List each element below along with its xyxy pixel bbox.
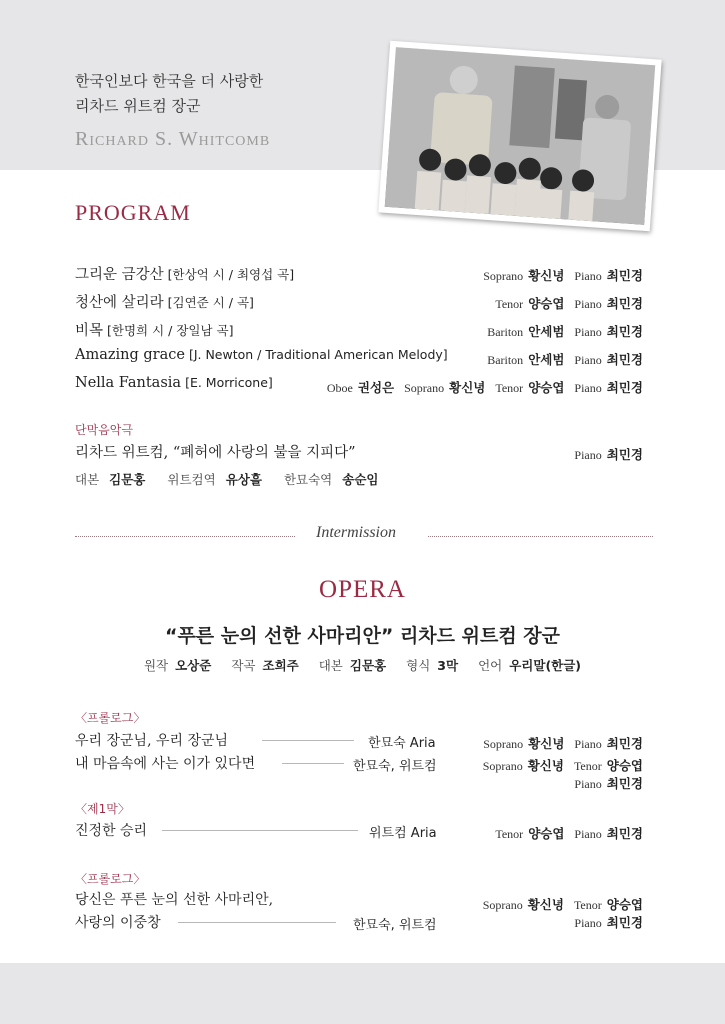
opera-song-performers (495, 824, 643, 842)
intermission-label: Intermission (316, 524, 396, 541)
performer-role: Tenor (495, 297, 524, 311)
program-item-performers (495, 294, 643, 312)
performer-role: Piano (574, 381, 602, 395)
performer-role: Tenor (495, 827, 524, 841)
performer-role: Piano (574, 448, 602, 462)
opera-song-performers-extra (574, 913, 643, 931)
opera-song-performers (483, 895, 643, 913)
credit-value: 송순임 (342, 472, 379, 487)
opera-song-characters: 한묘숙, 위트컴 (353, 759, 437, 774)
performer-role: Piano (574, 827, 602, 841)
opera-song-performers (483, 734, 643, 752)
program-item-title (75, 375, 273, 391)
intermission-divider-right (428, 536, 653, 537)
performer-name: 양승엽 (606, 897, 643, 912)
opera-heading: OPERA (319, 576, 406, 603)
credit-value: 유상흘 (225, 472, 262, 487)
song-title: Nella Fantasia (75, 375, 182, 391)
song-credit: [J. Newton / Traditional American Melody] (188, 347, 448, 362)
meta-label: 원작 (143, 658, 169, 673)
one-act-category: 단막음악극 (75, 423, 133, 437)
meta-value: 오상준 (175, 658, 212, 673)
performer-name: 황신녕 (449, 380, 486, 395)
program-item-performers (327, 378, 643, 396)
meta-label: 언어 (478, 658, 503, 673)
header-title-line1: 한국인보다 한국을 더 사랑한 (75, 72, 264, 90)
intermission-divider-left (75, 536, 295, 537)
opera-song-title-line1: 당신은 푸른 눈의 선한 사마리안, (75, 892, 274, 908)
performer-role: Piano (574, 353, 602, 367)
performer-name: 안세범 (528, 352, 565, 367)
footer-band (0, 963, 725, 1024)
program-item-title (75, 291, 254, 312)
meta-label: 형식 (406, 658, 431, 673)
program-item-performers (483, 266, 643, 284)
opera-meta (0, 656, 725, 674)
opera-song-title: 우리 장군님, 우리 장군님 (75, 733, 229, 749)
performer-name: 황신녕 (527, 758, 564, 773)
performer-name: 최민경 (606, 268, 643, 283)
opera-song-characters: 위트컴 Aria (369, 826, 437, 841)
performer-name: 양승엽 (528, 380, 565, 395)
performer-name: 최민경 (606, 380, 643, 395)
song-credit: [김연준 시 / 곡] (167, 295, 254, 310)
performer-name: 황신녕 (528, 736, 565, 751)
opera-song-performers-extra (574, 774, 643, 792)
performer-name: 양승엽 (528, 296, 565, 311)
opera-song-characters: 한묘숙 Aria (368, 736, 436, 751)
performer-role: Tenor (495, 381, 524, 395)
meta-value: 조희주 (262, 658, 299, 673)
photo-illustration (385, 47, 656, 225)
performer-role: Piano (574, 916, 602, 930)
song-credit: [E. Morricone] (185, 375, 273, 390)
meta-label: 대본 (318, 658, 343, 673)
program-item-performers (487, 322, 643, 340)
performer-name: 최민경 (606, 296, 643, 311)
header-title-line2: 리차드 위트컴 장군 (75, 97, 201, 115)
performer-role: Soprano (483, 269, 524, 283)
performer-role: Piano (574, 269, 602, 283)
performer-name: 최민경 (606, 915, 643, 930)
historical-photo (378, 41, 661, 232)
meta-label: 작곡 (231, 658, 256, 673)
performer-name: 최민경 (606, 826, 643, 841)
performer-role: Piano (574, 297, 602, 311)
performer-role: Piano (574, 777, 602, 791)
performer-role: Soprano (404, 381, 445, 395)
performer-role: Piano (574, 325, 602, 339)
opera-subtitle: “푸른 눈의 선한 사마리안” 리차드 위트컴 장군 (164, 625, 561, 647)
opera-song-title-line2: 사랑의 이중창 (75, 915, 161, 931)
performer-role: Bariton (487, 353, 524, 367)
meta-value: 김문홍 (349, 658, 387, 673)
performer-role: Bariton (487, 325, 524, 339)
performer-name: 권성은 (357, 380, 395, 395)
song-credit: [한명희 시 / 장일남 곡] (107, 323, 234, 338)
performer-role: Tenor (573, 759, 602, 773)
performer-name: 최민경 (606, 447, 643, 462)
performer-role: Soprano (483, 737, 524, 751)
credit-value: 김문홍 (109, 472, 146, 487)
program-item-title (75, 263, 294, 284)
song-title: 그리운 금강산 (75, 267, 164, 283)
performer-role: Soprano (482, 759, 523, 773)
performer-name: 최민경 (606, 776, 643, 791)
leader-line (162, 830, 358, 831)
performer-name: 최민경 (606, 324, 643, 339)
performer-name: 황신녕 (527, 897, 564, 912)
one-act-performers (574, 445, 643, 463)
opera-song-performers (483, 756, 643, 774)
performer-name: 최민경 (606, 736, 643, 751)
credit-label: 한묘숙역 (283, 472, 333, 487)
leader-line (178, 922, 336, 923)
program-item-title (75, 347, 448, 363)
meta-value: 우리말(한글) (509, 658, 582, 673)
header-name-en: Richard S. Whitcomb (75, 128, 271, 150)
opera-song-title: 진정한 승리 (75, 823, 148, 839)
leader-line (262, 740, 354, 741)
performer-name: 양승엽 (606, 758, 643, 773)
performer-name: 안세범 (528, 324, 565, 339)
performer-role: Tenor (573, 898, 602, 912)
opera-section-category: 〈제1막〉 (75, 802, 130, 816)
program-heading: PROGRAM (75, 200, 191, 225)
leader-line (282, 763, 344, 764)
credit-label: 위트컴역 (167, 472, 216, 487)
performer-name: 황신녕 (528, 268, 565, 283)
opera-section-category: 〈프롤로그〉 (75, 872, 146, 886)
opera-song-characters: 한묘숙, 위트컴 (353, 918, 437, 933)
song-title: 청산에 살리라 (75, 295, 164, 311)
credit-label: 대본 (75, 472, 100, 487)
performer-role: Piano (574, 737, 602, 751)
performer-role: Soprano (482, 898, 523, 912)
meta-value: 3막 (437, 658, 459, 673)
program-item-performers (487, 350, 643, 368)
song-credit: [한상억 시 / 최영섭 곡] (167, 267, 295, 282)
performer-name: 양승엽 (528, 826, 565, 841)
opera-section-category: 〈프롤로그〉 (75, 711, 146, 725)
performer-role: Oboe (326, 381, 353, 395)
opera-song-title: 내 마음속에 사는 이가 있다면 (75, 756, 256, 772)
song-title: Amazing grace (75, 347, 185, 363)
one-act-title: 리차드 위트컴, “폐허에 사랑의 불을 지피다” (75, 445, 356, 461)
program-item-title (75, 319, 233, 340)
one-act-credits (75, 470, 400, 488)
song-title: 비목 (75, 323, 104, 339)
performer-name: 최민경 (606, 352, 643, 367)
